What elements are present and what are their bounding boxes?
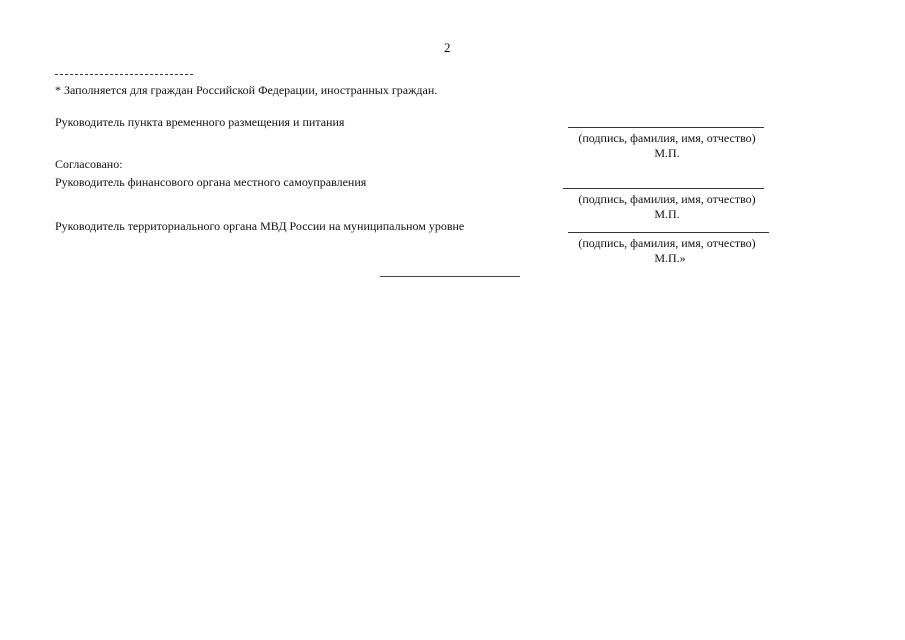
signature-line-police-head (568, 232, 769, 233)
agreed-label: Согласовано: (55, 157, 123, 171)
stamp-label-police-head: М.П.» (654, 251, 686, 265)
role-finance-head: Руководитель финансового органа местного самоуправления (55, 175, 367, 189)
stamp-label-shelter-head: М.П. (654, 146, 680, 160)
role-police-head: Руководитель территориального органа МВД России на муниципальном уровне (55, 219, 465, 233)
signature-line-shelter-head (568, 127, 764, 128)
role-shelter-head: Руководитель пункта временного размещения и питания (55, 115, 345, 129)
signature-line-finance-head (563, 188, 764, 189)
footnote-separator (55, 74, 193, 75)
end-of-document-rule (380, 276, 520, 277)
footnote-text: * Заполняется для граждан Российской Федерации, иностранных граждан. (55, 83, 438, 97)
signature-caption-police-head: (подпись, фамилия, имя, отчество) (578, 236, 756, 250)
signature-caption-shelter-head: (подпись, фамилия, имя, отчество) (578, 131, 756, 145)
signature-caption-finance-head: (подпись, фамилия, имя, отчество) (578, 192, 756, 206)
page-number: 2 (444, 40, 451, 55)
stamp-label-finance-head: М.П. (654, 207, 680, 221)
